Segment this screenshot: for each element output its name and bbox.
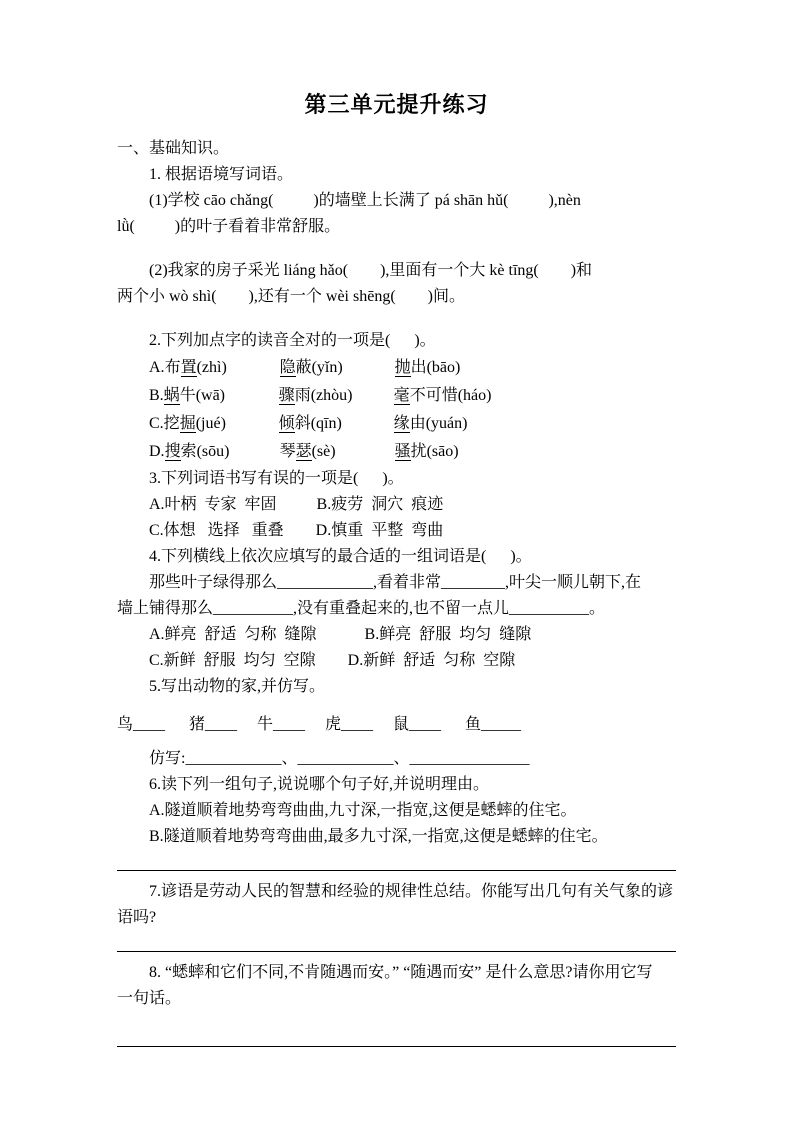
word-post: (zhì) <box>196 359 227 376</box>
spacer <box>117 700 676 712</box>
word-marked-char: 搜 <box>164 443 181 460</box>
q2-word <box>165 354 280 382</box>
word-pre: 琴 <box>279 443 296 460</box>
q1-item1-line1: (1)学校 cāo chǎng( )的墙壁上长满了 pá shān hǔ( ),nèn <box>149 192 581 209</box>
spacer <box>117 310 676 328</box>
q7-line1: 7.谚语是劳动人民的智慧和经验的规律性总结。你能写出几句有关气象的谚 <box>149 883 674 900</box>
q1-item2-line1: (2)我家的房子采光 liáng hǎo( ),里面有一个大 kè tīng( )和 <box>149 262 593 279</box>
word-marked-char: 抛 <box>394 359 411 376</box>
word-marked-char: 骚 <box>394 443 411 460</box>
q2-label: 2.下列加点字的读音全对的一项是( )。 <box>149 332 436 349</box>
word-post: 由(yuán) <box>409 415 468 432</box>
q4-row-cd: C.新鲜 舒服 均匀 空隙 D.新鲜 舒适 匀称 空隙 <box>149 652 516 669</box>
q2-word <box>164 410 279 438</box>
word-pre: 布 <box>164 359 181 376</box>
word-post: 出(bāo) <box>410 359 461 376</box>
word-post: 不可惜(háo) <box>409 387 492 404</box>
word-marked-char: 瑟 <box>295 443 312 460</box>
section-heading: 一、基础知识。 <box>117 140 230 157</box>
q5-imitate-line: 仿写:____________、____________、_______________ <box>149 750 530 767</box>
spacer <box>117 240 676 258</box>
q6-answer-line <box>117 870 676 871</box>
page-title: 第三单元提升练习 <box>304 92 489 117</box>
q3-row-cd: C.体想 选择 重叠 D.慎重 平整 弯曲 <box>149 522 444 539</box>
q2-option-a-prefix: A. <box>149 359 165 376</box>
word-post: 扰(sāo) <box>410 443 459 460</box>
q2-word <box>165 438 280 466</box>
q2-option-c-prefix: C. <box>149 415 164 432</box>
q2-word <box>395 438 459 466</box>
word-marked-char: 毫 <box>393 387 410 404</box>
q2-word <box>279 382 394 410</box>
q2-option-a <box>117 354 676 382</box>
word-marked-char: 倾 <box>278 415 295 432</box>
q6-label: 6.读下列一组句子,说说哪个句子好,并说明理由。 <box>149 776 490 793</box>
q6-sentence-a: A.隧道顺着地势弯弯曲曲,九寸深,一指宽,这便是蟋蟀的住宅。 <box>149 802 577 819</box>
word-marked-char: 掘 <box>179 415 196 432</box>
q8-line1: 8. “蟋蟀和它们不同,不肯随遇而安。” “随遇而安” 是什么意思?请你用它写 <box>149 964 653 981</box>
q2-option-b <box>117 382 676 410</box>
spacer <box>117 738 676 746</box>
q2-option-d <box>117 438 676 466</box>
q2-word <box>394 382 492 410</box>
word-post: (jué) <box>195 415 226 432</box>
q6-sentence-b: B.隧道顺着地势弯弯曲曲,最多九寸深,一指宽,这便是蟋蟀的住宅。 <box>149 828 608 845</box>
q1-item1-line2: lǜ( )的叶子看着非常舒服。 <box>117 218 341 235</box>
q7-answer-line <box>117 951 676 952</box>
q2-word <box>280 354 395 382</box>
q4-row-ab: A.鲜亮 舒适 匀称 缝隙 B.鲜亮 舒服 均匀 缝隙 <box>149 626 532 643</box>
q2-option-c <box>117 410 676 438</box>
word-post: 斜(qīn) <box>294 415 342 432</box>
q2-option-b-prefix: B. <box>149 387 164 404</box>
q2-word <box>164 382 279 410</box>
word-post: 索(sōu) <box>180 443 230 460</box>
q2-word <box>394 410 468 438</box>
word-marked-char: 缘 <box>393 415 410 432</box>
q8-answer-line <box>117 1046 676 1047</box>
q2-word <box>280 438 395 466</box>
q7-line2: 语吗? <box>117 909 157 926</box>
q1-label: 1. 根据语境写词语。 <box>149 166 294 183</box>
word-post: 雨(zhòu) <box>294 387 353 404</box>
word-marked-char: 骤 <box>278 387 295 404</box>
q4-passage-line2: 墙上铺得那么__________,没有重叠起来的,也不留一点儿__________。 <box>117 600 606 617</box>
q3-label: 3.下列词语书写有误的一项是( )。 <box>149 470 404 487</box>
q1-item2-line2: 两个小 wò shì( ),还有一个 wèi shēng( )间。 <box>117 288 465 305</box>
q2-word <box>279 410 394 438</box>
q3-row-ab: A.叶柄 专家 牢固 B.疲劳 洞穴 痕迹 <box>149 496 444 513</box>
word-post: 牛(wā) <box>179 387 226 404</box>
q2-option-d-prefix: D. <box>149 443 165 460</box>
q4-label: 4.下列横线上依次应填写的最合适的一组词语是( )。 <box>149 548 532 565</box>
q5-label: 5.写出动物的家,并仿写。 <box>149 678 326 695</box>
q4-passage-line1: 那些叶子绿得那么____________,看着非常________,叶尖一顺儿朝下,在 <box>149 574 642 591</box>
word-pre: 挖 <box>163 415 180 432</box>
q2-word <box>395 354 461 382</box>
word-marked-char: 置 <box>180 359 197 376</box>
q8-line2: 一句话。 <box>117 990 182 1007</box>
word-post: 蔽(yǐn) <box>295 359 343 376</box>
word-post: (sè) <box>311 443 336 460</box>
q5-animals-line: 鸟____ 猪____ 牛____ 虎____ 鼠____ 鱼_____ <box>117 716 522 733</box>
word-marked-char: 蜗 <box>163 387 180 404</box>
word-marked-char: 隐 <box>279 359 296 376</box>
